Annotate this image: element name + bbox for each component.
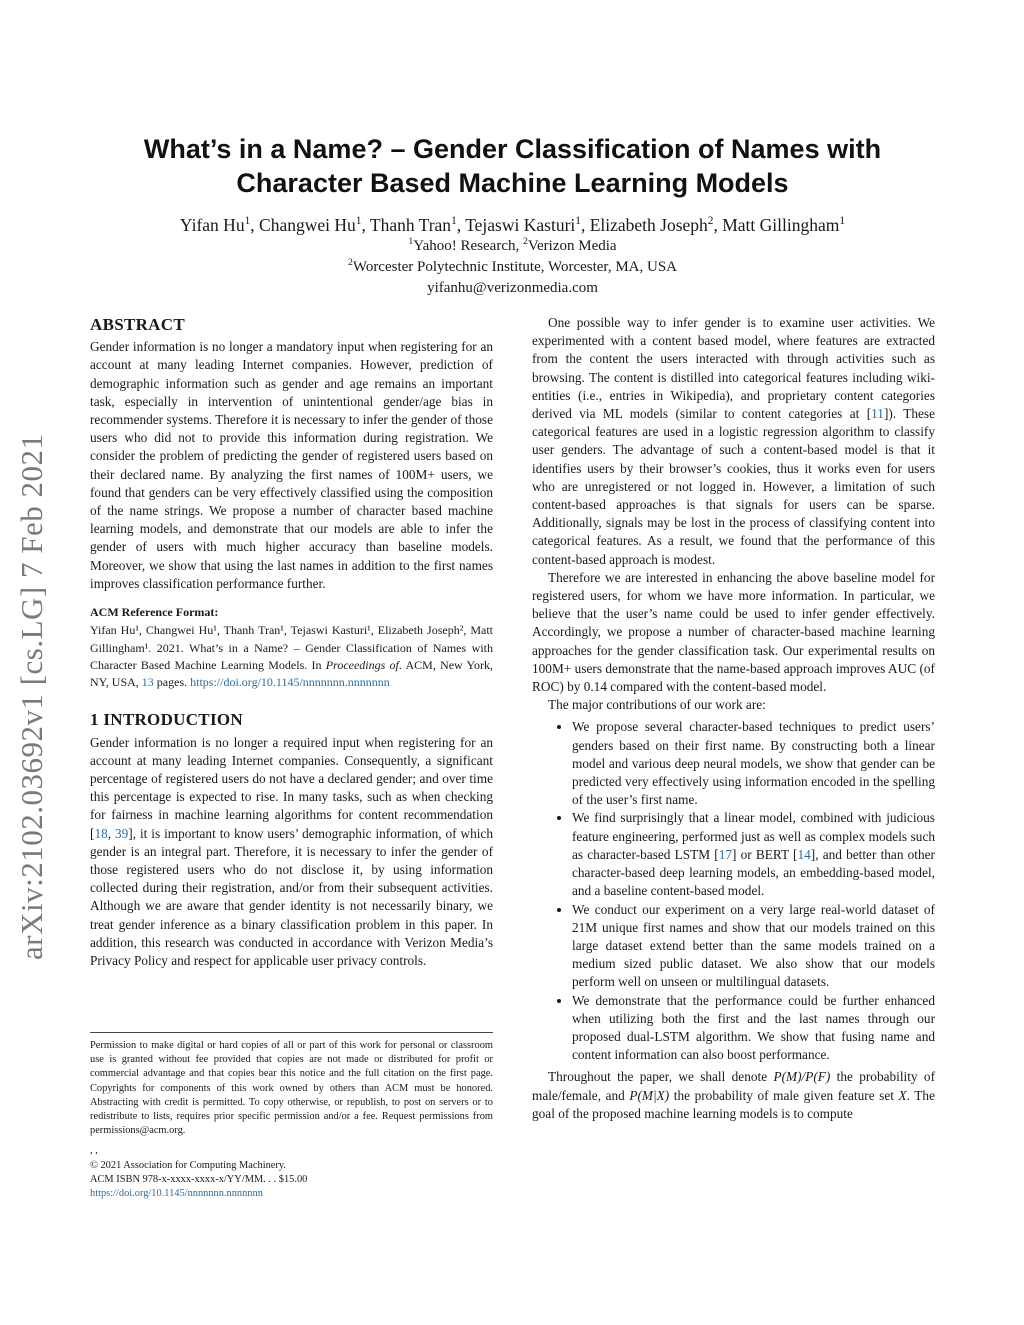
pages-link[interactable]: 13 xyxy=(141,675,154,690)
citation-link[interactable]: 14 xyxy=(797,846,811,862)
arxiv-stamp: arXiv:2102.03692v1 [cs.LG] 7 Feb 2021 xyxy=(14,433,49,960)
footnote-doi-link[interactable]: https://doi.org/10.1145/nnnnnnn.nnnnnnn xyxy=(90,1188,263,1200)
title-line-2: Character Based Machine Learning Models xyxy=(236,168,789,198)
author: Changwei Hu$^1$, xyxy=(259,215,370,235)
citation-link[interactable]: 18 xyxy=(94,825,108,841)
doi-link[interactable]: https://doi.org/10.1145/nnnnnnn.nnnnnnn xyxy=(190,675,390,690)
author: Thanh Tran$^1$, xyxy=(369,215,466,235)
affiliation-2: $^2$Worcester Polytechnic Institute, Worcester, MA, USA xyxy=(347,257,677,275)
introduction-paragraph: Gender information is no longer a required input when registering for an account at many leading Internet companies. Consequently, a significant percentage of registered users do not have a declared gender; and over time this percentage is expected to rise. In many tasks, such as when checking for fairness in machine learning algorithms for content recommendation [18, 39], it is important to know users’ demographic information, of which gender is an integral part. Therefore, it is necessary to infer the gender of those registered users who do not disclose it, by using information collected during their registration, and/or from their subsequent activities. Although we are aware that gender identity is not necessarily binary, we treat gender inference as a binary classification problem in this paper. In addition, this research was conducted in accordance with Verizon Media’s Privacy Policy and respect for applicable user privacy controls. xyxy=(90,734,493,969)
paragraph: One possible way to infer gender is to examine user activities. We experimented with a content based model, where features are extracted from the content the users interacted with through activities such as browsing. The content is distilled into categorical features including wiki-entities (i.e., entries in Wikipedia), and proprietary content categories derived via ML models (similar to content categories at [11]). These categorical features are used in a logistic regression algorithm to classify user genders. The advantage of such a content-based model is that it identifies users by their browser’s cookies, thus it works even for users who are unregistered or not logged in. However, a limitation of such content-based approaches is that signals for users can be sparse. Additionally, signals may be lost in the process of classifying content into categorical features. As a result, we found that the performance of this content-based approach is modest. xyxy=(532,315,936,567)
list-item: • We conduct our experiment on a very large real-world dataset of 21M unique first names and show that our models trained on this large dataset extend better than the same models trained on a medium sized public dataset. We also show that our models perform well on unseen or multilingual datasets. xyxy=(572,901,935,992)
list-item: • We find surprisingly that a linear model, combined with judicious feature engineering, performed just as well as complex models such as character-based LSTM [17] or BERT [14], and better than other character-based deep learning models, an embedding-based model, and a baseline content-based model. xyxy=(572,809,935,900)
right-column xyxy=(532,314,935,1123)
list-item: • We propose several character-based techniques to predict users’ genders based on their first name. By constructing both a linear model and various deep neural models, we show that gender can be predicted very effectively using information encoded in the spelling of the user’s first name. xyxy=(572,718,935,809)
left-column xyxy=(90,314,493,970)
paper-title xyxy=(90,132,935,200)
author: Tejaswi Kasturi$^1$, xyxy=(465,215,590,235)
acm-reference-heading: ACM Reference Format: xyxy=(90,605,219,620)
paragraph: The major contributions of our work are: xyxy=(548,697,766,713)
citation-link[interactable]: 39 xyxy=(114,825,129,841)
abstract-heading: ABSTRACT xyxy=(90,315,185,334)
author: Yifan Hu$^1$, xyxy=(179,215,260,235)
paper-header xyxy=(90,132,935,299)
title-line-1: What’s in a Name? – Gender Classification of Names with xyxy=(143,134,882,164)
copyright-footnote xyxy=(90,1032,493,1201)
author: Matt Gillingham$^1$ xyxy=(722,215,846,235)
paragraph: Therefore we are interested in enhancing the above baseline model for registered users, for whom we have more information. In particular, we believe that the user’s name could be used to infer gender effectively. Accordingly, we propose a number of character-based machine learning approaches for the gender classification task. Our experimental results on 100M+ users demonstrate that the name-based approach improves AUC (of ROC) by 0.14 compared with the content-based model. xyxy=(532,569,935,695)
author-list xyxy=(90,214,935,236)
citation-link[interactable]: 11 xyxy=(871,406,884,422)
permission-notice: Permission to make digital or hard copies of all or part of this work for personal or classroom use is granted without fee provided that copies are not made or distributed for profit or commercial advantage and that copies bear this notice and the full citation on the first page. Copyrights for components of this work owned by others than ACM must be honored. Abstracting with credit is permitted. To copy otherwise, or republish, to post on servers or to redistribute to lists, requires prior specific permission and/or a fee. Request permissions from permissions@acm.org. xyxy=(90,1040,493,1137)
isbn-line: ACM ISBN 978-x-xxxx-xxxx-x/YY/MM. . . $15.00 xyxy=(90,1173,308,1185)
acm-reference-text: Yifan Hu¹, Changwei Hu¹, Thanh Tran¹, Tejaswi Kasturi¹, Elizabeth Joseph², Matt Gillingham¹. 2021. What’s in a Name? – Gender Classification of Names with Character Based Machine Learning Models. In Proceedings of. ACM, New York, NY, USA, 13 pages. https://doi.org/10.1145/nnnnnnn.nnnnnnn xyxy=(90,623,493,690)
copyright-line: © 2021 Association for Computing Machinery. xyxy=(90,1159,286,1171)
affiliation-1: $^1$Yahoo! Research, $^2$Verizon Media xyxy=(408,236,617,254)
list-item: • We demonstrate that the performance could be further enhanced when utilizing both the first and the last names through our proposed dual-LSTM algorithm. We show that fusing name and content information can also boost performance. xyxy=(572,992,935,1065)
author: Elizabeth Joseph$^2$, xyxy=(589,215,723,235)
introduction-heading: 1 INTRODUCTION xyxy=(90,710,243,730)
paragraph: Throughout the paper, we shall denote P(M)/P(F) the probability of male/female, and P(M|X) the probability of male given feature set X. The goal of the proposed machine learning models is to compute xyxy=(532,1069,935,1121)
footnote-blank: , , xyxy=(90,1145,98,1157)
contributions-list xyxy=(532,718,935,1064)
citation-link[interactable]: 17 xyxy=(718,846,732,862)
author-email: yifanhu@verizonmedia.com xyxy=(427,280,598,296)
abstract-text: Gender information is no longer a mandatory input when registering for an account at many leading Internet companies. However, prediction of demographic information such as gender and age remains an important task, especially in intervention of unintentional gender/age bias in recommender systems. Therefore it is necessary to infer the gender of those users who did not to provide this information during registration. We consider the problem of predicting the gender of registered users based on their declared name. By analyzing the first names of 100M+ users, we found that genders can be very effectively classified using the composition of the name strings. We propose a number of character based machine learning models, and demonstrate that our models are able to infer the gender of users with much higher accuracy than baseline models. Moreover, we show that using the last names in addition to the first names improves classification performance further. xyxy=(90,339,493,591)
